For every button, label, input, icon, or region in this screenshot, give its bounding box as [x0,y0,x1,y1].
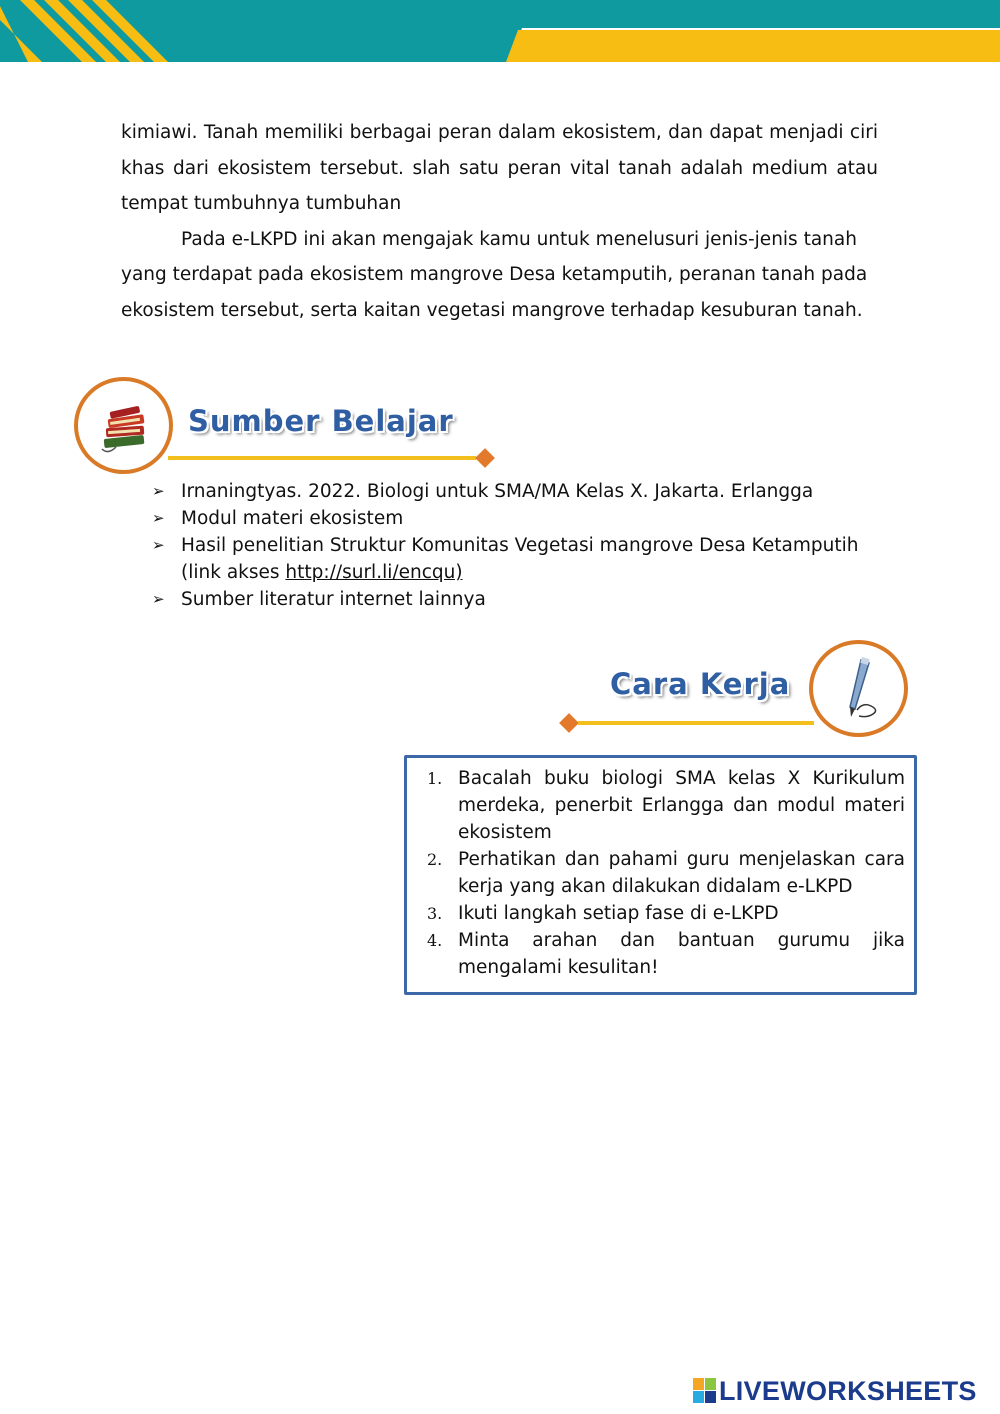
list-item: ➢ Hasil penelitian Struktur Komunitas Vegetasi mangrove Desa Ketamputih (link akses http://surl.li/encqu) [152,532,872,586]
header-banner [0,0,1000,66]
list-item: 2. Perhatikan dan pahami guru menjelaskan cara kerja yang akan dilakukan didalam e-LKPD [427,849,905,897]
books-icon [94,397,154,457]
list-item: ➢ Irnaningtyas. 2022. Biologi untuk SMA/MA Kelas X. Jakarta. Erlangga [152,478,872,505]
intro-paragraph-1: kimiawi. Tanah memiliki berbagai peran dalam ekosistem, dan dapat menjadi ciri khas dari ekosistem tersebut. slah satu peran vital tanah adalah medium atau tempat tumbuhnya tumbuhan [121,122,878,214]
arrow-bullet-icon: ➢ [152,536,165,554]
cara-kerja-diamond [559,713,579,733]
cara-kerja-title: Cara Kerja [610,667,791,701]
list-item: 1. Bacalah buku biologi SMA kelas X Kurikulum merdeka, penerbit Erlangga dan modul materi ekosistem [427,768,905,843]
list-item: 4. Minta arahan dan bantuan gurumu jika mengalami kesulitan! [427,930,905,978]
link-prefix: (link akses [181,562,286,583]
intro-text [121,115,878,328]
list-item: ➢ Sumber literatur internet lainnya [152,586,872,613]
list-item: 3. Ikuti langkah setiap fase di e-LKPD [427,903,779,924]
cara-kerja-underline [578,721,814,725]
arrow-bullet-icon: ➢ [152,509,165,527]
list-item: ➢ Modul materi ekosistem [152,505,872,532]
liveworksheets-text: LIVEWORKSHEETS [719,1375,977,1406]
source-link[interactable]: http://surl.li/encqu) [285,562,463,583]
cara-kerja-box [404,755,917,995]
liveworksheets-logo[interactable] [693,1374,977,1408]
liveworksheets-icon [693,1378,717,1404]
intro-paragraph-2: Pada e-LKPD ini akan mengajak kamu untuk menelusuri jenis-jenis tanah yang terdapat pada ekosistem mangrove Desa ketamputih, peranan tanah pada ekosistem tersebut, serta kaitan vegetasi mangrove terhadap kesuburan tanah. [121,228,868,321]
sumber-belajar-title: Sumber Belajar [188,404,454,438]
cara-kerja-badge [809,640,908,737]
sumber-belajar-list [152,478,872,613]
sumber-belajar-diamond [475,448,495,468]
arrow-bullet-icon: ➢ [152,482,165,500]
cara-kerja-steps [427,765,905,981]
arrow-bullet-icon: ➢ [152,590,165,608]
pen-icon [825,654,895,724]
sumber-belajar-underline [168,456,476,460]
sumber-belajar-badge [74,377,173,474]
